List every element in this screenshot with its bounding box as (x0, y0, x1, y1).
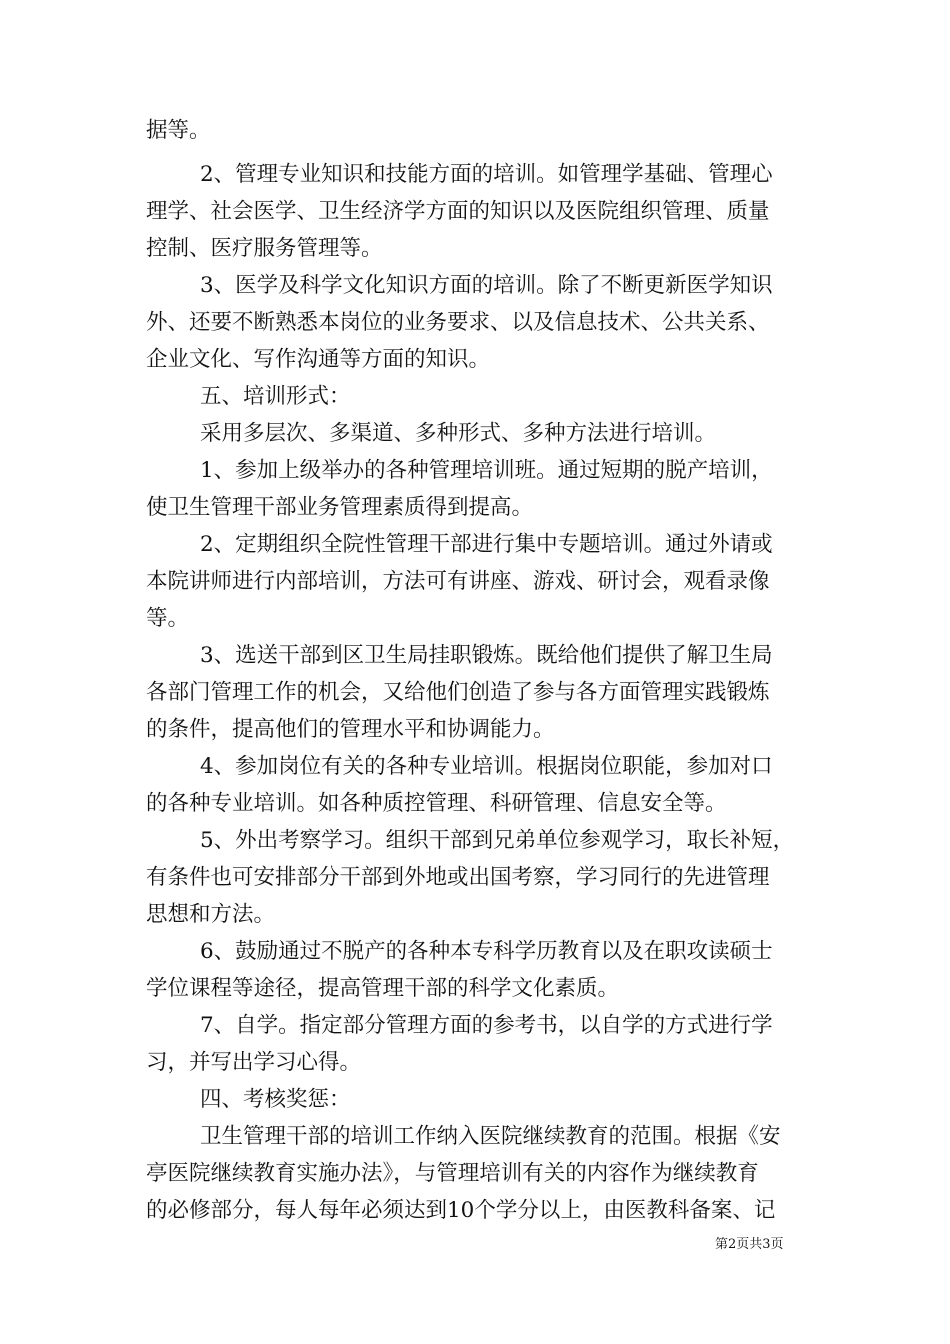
page-number-footer: 第2页共3页 (715, 1237, 784, 1252)
text-line: 的各种专业培训。如各种质控管理、科研管理、信息安全等。 (146, 791, 727, 816)
text-line: 控制、医疗服务管理等。 (146, 236, 383, 261)
text-line: 2、管理专业知识和技能方面的培训。如管理学基础、管理心 (200, 162, 773, 187)
section-heading: 四、考核奖惩： (200, 1087, 351, 1112)
text-line: 外、还要不断熟悉本岗位的业务要求、以及信息技术、公共关系、 (146, 310, 770, 335)
text-line: 本院讲师进行内部培训，方法可有讲座、游戏、研讨会，观看录像 (146, 569, 770, 594)
text-line: 思想和方法。 (146, 902, 276, 927)
text-line: 1、参加上级举办的各种管理培训班。通过短期的脱产培训， (200, 458, 773, 483)
text-line: 习，并写出学习心得。 (146, 1050, 362, 1075)
text-line: 据等。 (146, 118, 211, 143)
text-line: 的必修部分，每人每年必须达到10个学分以上，由医教科备案、记 (146, 1198, 776, 1223)
text-line: 3、选送干部到区卫生局挂职锻炼。既给他们提供了解卫生局 (200, 643, 773, 668)
text-line: 亭医院继续教育实施办法》，与管理培训有关的内容作为继续教育 (146, 1161, 759, 1186)
text-line: 卫生管理干部的培训工作纳入医院继续教育的范围。根据《安 (200, 1124, 781, 1149)
text-line: 企业文化、写作沟通等方面的知识。 (146, 347, 491, 372)
text-line: 5、外出考察学习。组织干部到兄弟单位参观学习，取长补短， (200, 828, 795, 853)
text-line: 等。 (146, 606, 190, 631)
text-line: 学位课程等途径，提高管理干部的科学文化素质。 (146, 976, 620, 1001)
text-line: 7、自学。指定部分管理方面的参考书，以自学的方式进行学 (200, 1013, 773, 1038)
text-line: 理学、社会医学、卫生经济学方面的知识以及医院组织管理、质量 (146, 199, 770, 224)
text-line: 使卫生管理干部业务管理素质得到提高。 (146, 495, 534, 520)
section-heading: 五、培训形式： (200, 384, 351, 409)
text-line: 3、医学及科学文化知识方面的培训。除了不断更新医学知识 (200, 273, 773, 298)
text-line: 4、参加岗位有关的各种专业培训。根据岗位职能，参加对口 (200, 754, 773, 779)
text-line: 的条件，提高他们的管理水平和协调能力。 (146, 717, 555, 742)
text-line: 有条件也可安排部分干部到外地或出国考察，学习同行的先进管理 (146, 865, 770, 890)
text-line: 采用多层次、多渠道、多种形式、多种方法进行培训。 (200, 421, 717, 446)
text-line: 6、鼓励通过不脱产的各种本专科学历教育以及在职攻读硕士 (200, 939, 773, 964)
text-line: 2、定期组织全院性管理干部进行集中专题培训。通过外请或 (200, 532, 773, 557)
text-line: 各部门管理工作的机会，又给他们创造了参与各方面管理实践锻炼 (146, 680, 770, 705)
